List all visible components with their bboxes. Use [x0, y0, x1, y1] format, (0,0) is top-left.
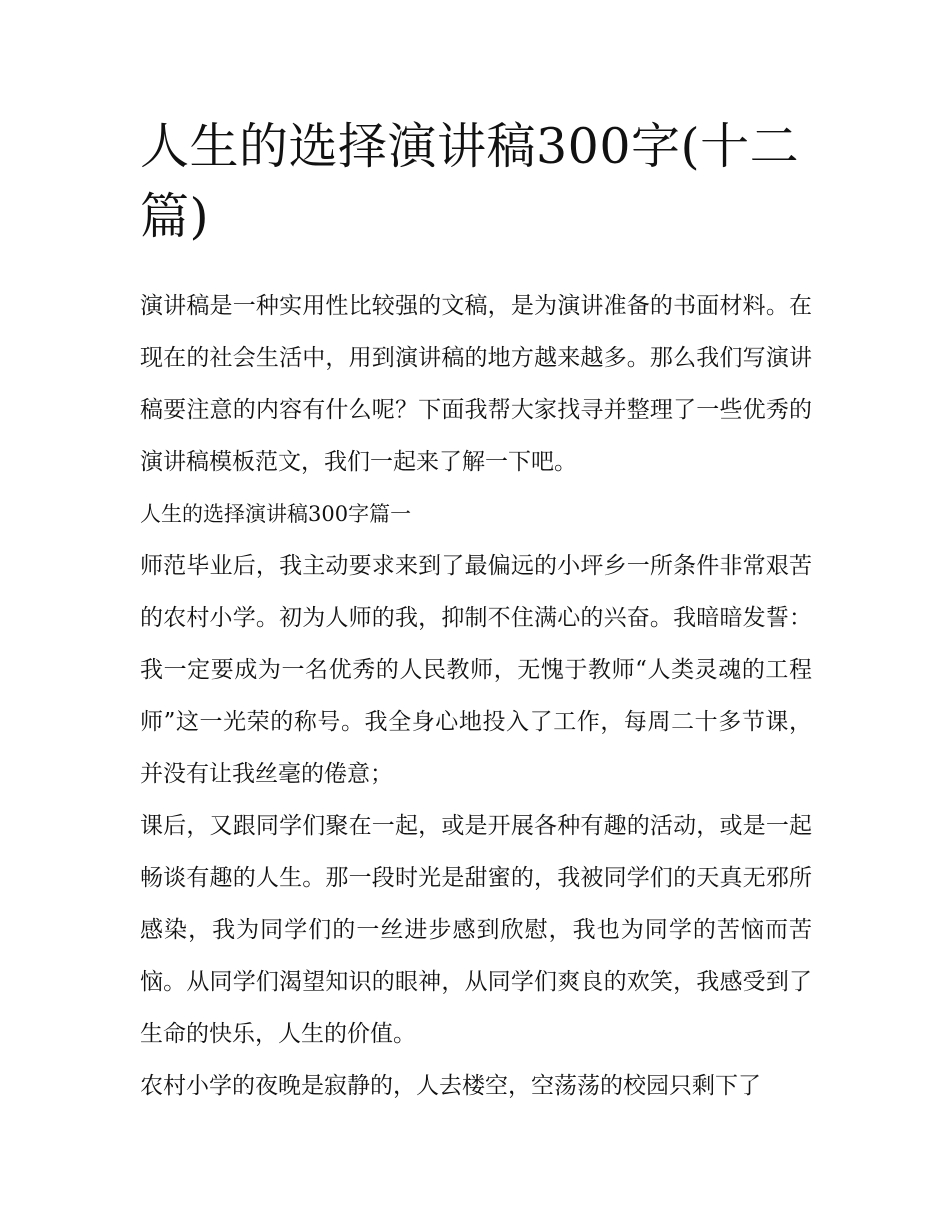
section-heading: 人生的选择演讲稿300字篇一	[140, 502, 412, 526]
intro-paragraph: 演讲稿是一种实用性比较强的文稿，是为演讲准备的书面材料。在现在的社会生活中，用到演讲稿的地方越来越多。那么我们写演讲稿要注意的内容有什么呢？下面我帮大家找寻并整理了一些优秀的演讲稿模板范文，我们一起来了解一下吧。	[140, 293, 812, 475]
body-paragraph-1: 师范毕业后，我主动要求来到了最偏远的小坪乡一所条件非常艰苦的农村小学。初为人师的我，抑制不住满心的兴奋。我暗暗发誓：我一定要成为一名优秀的人民教师，无愧于教师“人类灵魂的工程师”这一光荣的称号。我全身心地投入了工作，每周二十多节课，并没有让我丝毫的倦意；	[140, 553, 812, 787]
body-paragraph-3: 农村小学的夜晚是寂静的，人去楼空，空荡荡的校园只剩下了	[140, 1073, 761, 1099]
document-page	[140, 112, 812, 1112]
document-title: 人生的选择演讲稿300字(十二篇)	[140, 118, 800, 245]
body-paragraph-2: 课后，又跟同学们聚在一起，或是开展各种有趣的活动，或是一起畅谈有趣的人生。那一段时光是甜蜜的，我被同学们的天真无邪所感染，我为同学们的一丝进步感到欣慰，我也为同学的苦恼而苦恼。从同学们渴望知识的眼神，从同学们爽良的欢笑，我感受到了生命的快乐，人生的价值。	[140, 813, 812, 1047]
document-body	[140, 280, 812, 1112]
